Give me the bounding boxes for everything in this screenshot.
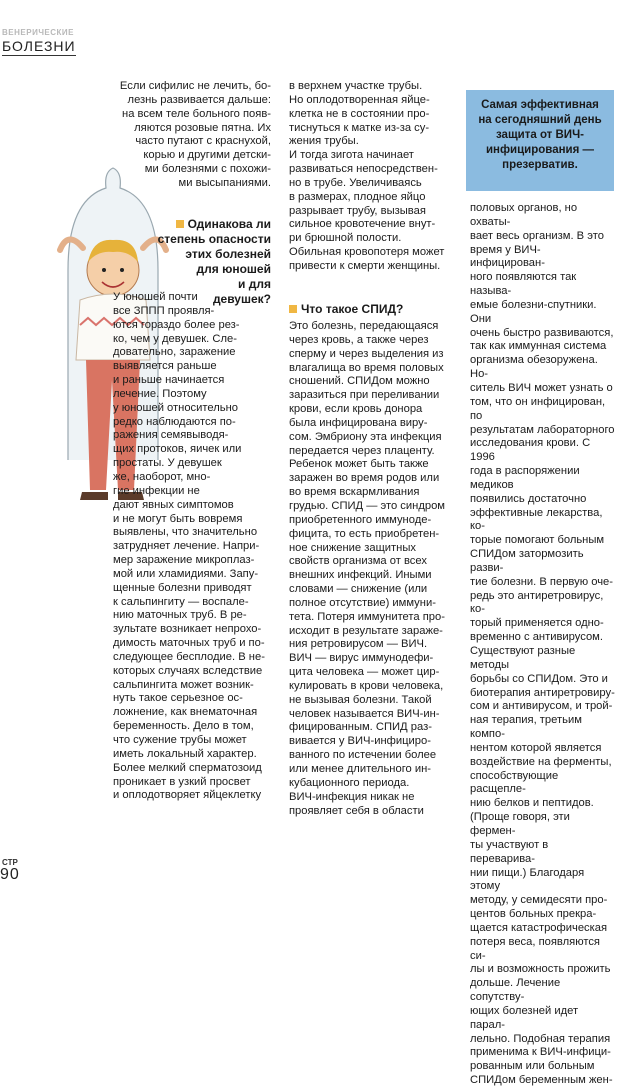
column2-intro: в верхнем участке трубы. Но оплодотворенная яйце- клетка не в состоянии про- тиснуться к матке из-за су- жения трубы. И тогда зигота начинает развиваться непосредствен- но в трубе. Увеличиваясь в размерах, плодное яйцо разрывает трубу, вызывая сильное кровотечение внут- ри брюшной полости. Обильная кровопотеря может привести к смерти женщины. [289,80,445,272]
section-title: БОЛЕЗНИ [2,38,76,54]
heading-danger-text: Одинакова ли степень опасности этих болезней для юношей и для девушек? [157,217,271,306]
page-number-value: 90 [0,866,20,883]
left-eye [102,268,106,272]
bullet-square-icon [289,305,297,313]
callout-box: Самая эффективная на сегодняшний день защита от ВИЧ- инфицирования — презерватив. [466,90,614,191]
column3-body: половых органов, но охваты- вает весь организм. В это время у ВИЧ-инфицирован- ного появляются так называ- емые болезни-спутники. Они очень быстро развиваются, так как иммунная система организма обезоружена. Но- ситель ВИЧ может узнать о том, что он инфицирован, по результатам лабораторного исследования крови. С 1996 года в распоряжении медиков появились достаточно эффективные лекарства, ко- торые помогают больным СПИДом затормозить разви- тие болезни. В первую оче- редь это антиретровирус, ко- торый применяется одно- временно с антивирусом. Существуют разные методы борьбы со СПИДом. Это и биотерапия антиретровиру- сом и антивирусом, и трой- ная терапия, третьим компо- нентом которой является воздействие на ферменты, способствующие расщепле- нию белков и пептидов. (Проще говоря, эти фермен- ты участвуют в переварива- нии пищи.) Благодаря этому методу, у семидесяти про- центов больных прекра- щается катастрофическая потеря веса, появляются си- лы и возможность прожить дольше. Лечение сопутству- ющих болезней идет парал- лельно. Подобная терапия применима к ВИЧ-инфици- рованным или больным СПИДом беременным жен- [470,202,615,1087]
column1-body: У юношей почти все ЗППП проявля- ются гораздо более рез- ко, чем у девушек. Сле- довательно, заражение выявляется раньше и раньше начинается лечение. Поэтому у юношей относительно редко наблюдаются по- ражения семявыводя- щих протоков, яичек или простаты. У девушек же, наоборот, мно- гие инфекции не дают явных симптомов и не могут быть вовремя выявлены, что значительно затрудняет лечение. Напри- мер заражение микроплаз- мой или хламидиями. Запу- щенные болезни приводят к сальпингиту — воспале- нию маточных труб. В ре- зультате возникает непрохо- димость маточных труб и по- следующее бесплодие. В не- которых случаях вследствие сальпингита может возник- нуть такое серьезное ос- ложнение, как внематочная беременность. Дело в том, что сужение трубы может иметь локальный характер. Более мелкий сперматозоид проникает в узкий просвет и оплодотворяет яйцеклетку [113,291,265,802]
right-eye [120,268,124,272]
heading-aids [289,302,449,317]
column2-body: Это болезнь, передающаяся через кровь, а также через сперму и через выделения из влагалища во время половых сношений. СПИДом можно заразиться при переливании крови, если кровь донора была инфицирована виру- сом. Эмбриону эта инфекция передается через плаценту. Ребенок может быть также заражен во время родов или во время вскармливания грудью. СПИД — это синдром приобретенного иммуноде- фицита, то есть приобретен- ное снижение защитных свойств организма от всех внешних инфекций. Иными словами — снижение (или полное отсутствие) иммуни- тета. Потеря иммунитета про- исходит в результате зараже- ния ретровирусом — ВИЧ. ВИЧ — вирус иммунодефи- цита человека — может цир- кулировать в крови человека, не вызывая болезни. Такой человек называется ВИЧ-ин- фицированным. СПИД раз- вивается у ВИЧ-инфициро- ванного по истечении более или менее длительного ин- кубационного периода. ВИЧ-инфекция никак не проявляет себя в области [289,320,445,817]
page-number [0,858,40,898]
section-kicker: ВЕНЕРИЧЕСКИЕ [2,28,75,37]
column1-intro: Если сифилис не лечить, бо- лезнь развивается дальше: на всем теле больного появ- ляются розовые пятна. Их часто путают с краснухой, корью и другими детски- ми болезнями с похожи- ми высыпаниями. [119,80,271,189]
bullet-square-icon [176,220,184,228]
page-label: СТР [2,858,18,867]
heading-aids-text: Что такое СПИД? [301,302,404,316]
section-header [0,28,90,68]
